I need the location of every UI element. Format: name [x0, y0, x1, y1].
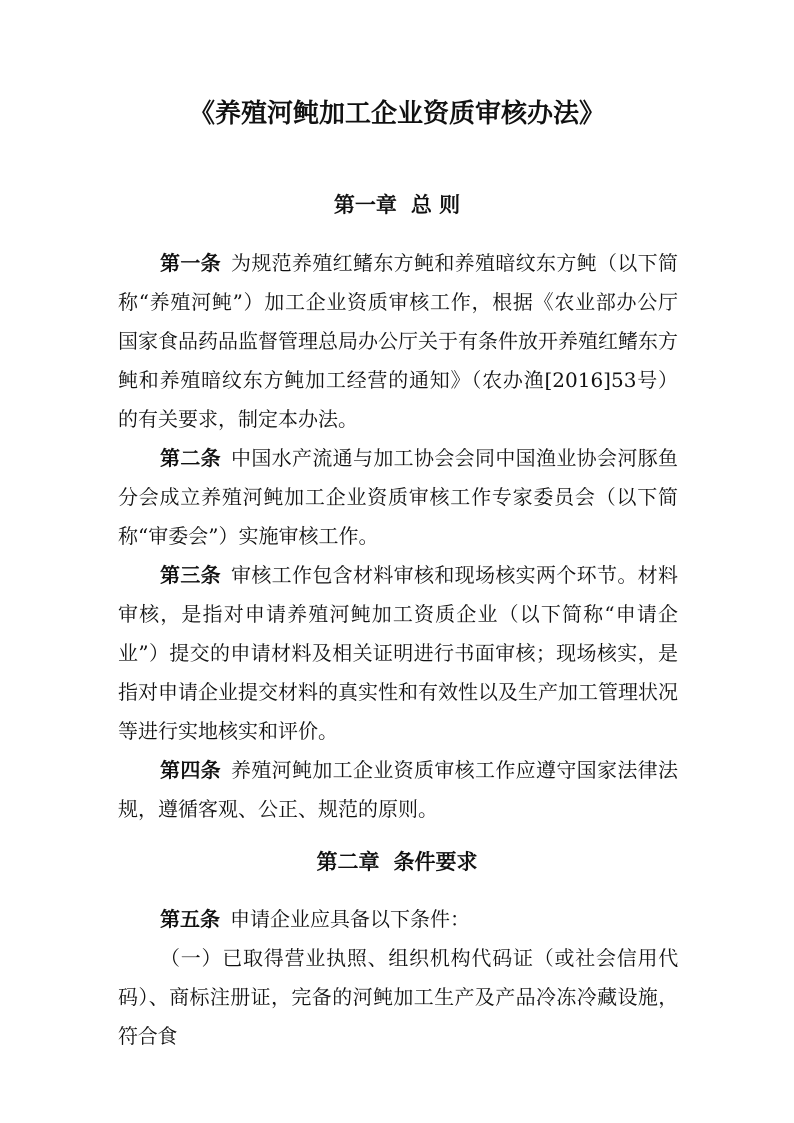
- article-3-label: 第三条: [160, 563, 221, 587]
- document-title: 《养殖河鲀加工企业资质审核办法》: [188, 99, 605, 129]
- article-2-label: 第二条: [160, 446, 221, 470]
- chapter-2-heading: [0, 846, 794, 878]
- article-2-text: 中国水产流通与加工协会会同中国渔业协会河豚鱼分会成立养殖河鲀加工企业资质审核工作专家委员会（以下简称“审委会”）实施审核工作。: [118, 446, 678, 548]
- chapter-2-number: 第二章: [316, 849, 380, 874]
- article-5-label: 第五条: [160, 907, 220, 931]
- article-4-label: 第四条: [160, 758, 221, 782]
- article-5-item-1-text: （一）已取得营业执照、组织机构代码证（或社会信用代码）、商标注册证，完备的河鲀加工生产及产品冷冻冷藏设施，符合食: [118, 946, 678, 1048]
- article-3: [118, 556, 678, 751]
- chapter-1-heading: [0, 189, 794, 221]
- article-4-text: 养殖河鲀加工企业资质审核工作应遵守国家法律法规，遵循客观、公正、规范的原则。: [118, 758, 678, 821]
- article-5: [118, 900, 678, 939]
- article-1-text: 为规范养殖红鳍东方鲀和养殖暗纹东方鲀（以下简称“养殖河鲀”）加工企业资质审核工作，根据《农业部办公厅 国家食品药品监督管理总局办公厅关于有条件放开养殖红鳍东方鲀和养殖暗纹东方鲀加工经营的通知》（农办渔[2016]53号）的有关要求，制定本办法。: [118, 251, 678, 431]
- article-5-text: 申请企业应具备以下条件：: [230, 907, 470, 931]
- article-3-text: 审核工作包含材料审核和现场核实两个环节。材料审核，是指对申请养殖河鲀加工资质企业（以下简称“申请企业”）提交的申请材料及相关证明进行书面审核；现场核实，是指对申请企业提交材料的真实性和有效性以及生产加工管理状况等进行实地核实和评价。: [118, 563, 678, 743]
- article-4: [118, 751, 678, 829]
- chapter-1-number: 第一章: [333, 192, 397, 217]
- chapter-1-title: 总 则: [410, 192, 461, 217]
- article-1-label: 第一条: [160, 251, 221, 275]
- chapter-2-title: 条件要求: [393, 849, 478, 874]
- article-2: [118, 439, 678, 556]
- article-1: [118, 244, 678, 439]
- article-5-item-1: [118, 939, 678, 1056]
